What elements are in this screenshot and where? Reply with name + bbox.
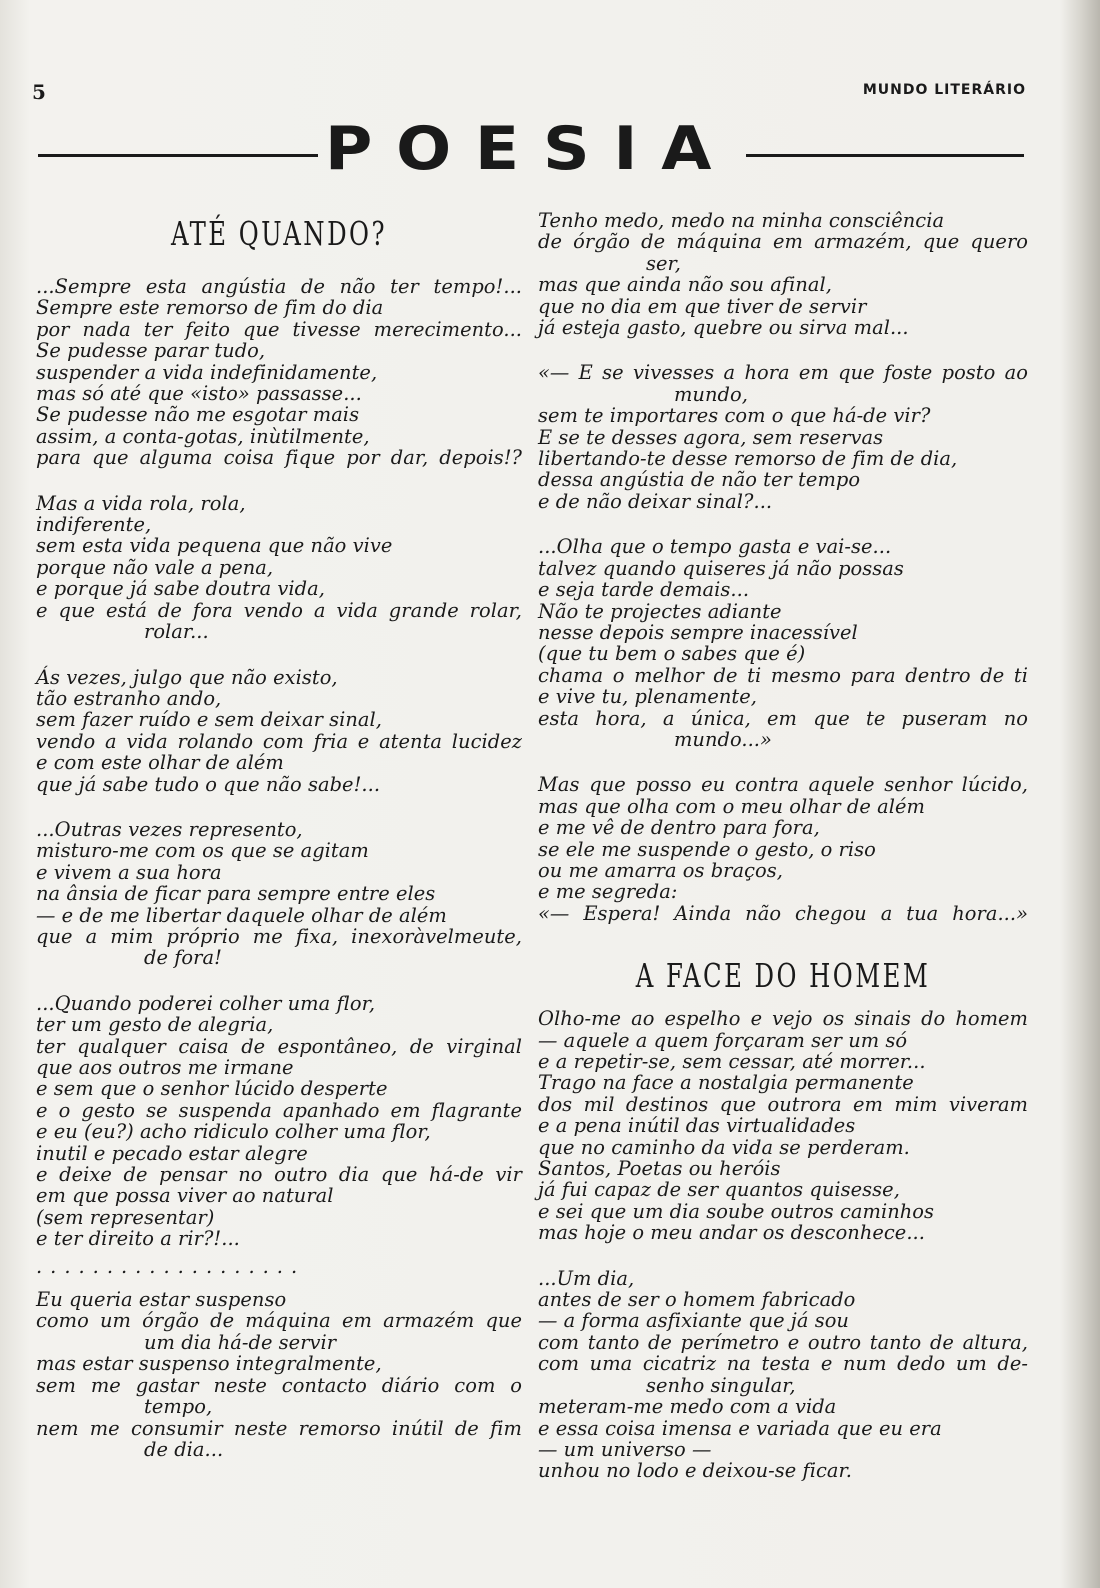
- verse-line: nesse depois sempre inacessível: [538, 620, 858, 644]
- verse-line: ...Quando poderei colher uma flor,: [36, 991, 376, 1015]
- verse-line: e vive tu, plenamente,: [538, 685, 758, 709]
- verse-line: misturo-me com os que se agitam: [36, 839, 369, 863]
- verse-line: de fora!: [144, 946, 222, 970]
- dotted-separator: ...................: [36, 1254, 306, 1278]
- verse-line: mundo,: [674, 382, 748, 406]
- verse-line: ...Outras vezes represento,: [36, 817, 303, 841]
- stanza: [36, 276, 522, 469]
- verse-line: Se pudesse não me esgotar mais: [36, 403, 360, 427]
- verse-line: e ter direito a rir?!...: [36, 1227, 240, 1251]
- verse-line: Não te projectes adiante: [538, 599, 782, 623]
- stanza: [538, 1268, 1028, 1482]
- verse-line: — a forma asfixiante que já sou: [538, 1309, 849, 1333]
- verse-line: e seja tarde demais...: [538, 578, 750, 602]
- verse-line: para que alguma coisa fique por dar, depois!?: [36, 446, 522, 470]
- section-title: POESIA: [324, 114, 736, 184]
- verse-line: que aos outros me irmane: [36, 1056, 294, 1079]
- verse-line: ...Um dia,: [538, 1266, 635, 1290]
- verse-line: — um universo —: [538, 1437, 712, 1461]
- verse-line: que no caminho da vida se perderam.: [538, 1135, 910, 1159]
- verse-line: ...Olha que o tempo gasta e vai-se...: [538, 535, 892, 559]
- verse-line: sem te importares com o que há-de vir?: [538, 404, 931, 428]
- verse-line: — e de me libertar daquele olhar de além: [36, 903, 447, 927]
- verse-line: porque não vale a pena,: [36, 555, 274, 579]
- verse-line: e vivem a sua hora: [36, 860, 222, 884]
- stanza: [538, 362, 1028, 512]
- stanza: [538, 1008, 1028, 1243]
- verse-line: Trago na face a nostalgia permanente: [538, 1071, 914, 1095]
- verse-line: ou me amarra os braços,: [538, 858, 783, 882]
- verse-line: esta hora, a única, em que te puseram no: [538, 706, 1028, 730]
- verse-line: Eu queria estar suspenso: [36, 1288, 287, 1312]
- verse-line: indiferente,: [36, 513, 152, 537]
- verse-line: e que está de fora vendo a vida grande rolar,: [36, 598, 522, 622]
- verse-line: Mas a vida rola, rola,: [36, 491, 246, 515]
- verse-line: Sempre este remorso de fim do dia: [36, 296, 384, 320]
- verse-line: ...Sempre esta angústia de não ter tempo!...: [36, 275, 522, 298]
- verse-line: unhou no lodo e deixou-se ficar.: [538, 1459, 852, 1483]
- verse-line: um dia há-de servir: [144, 1330, 337, 1354]
- stanza: [538, 536, 1028, 750]
- verse-line: e eu (eu?) acho ridiculo colher uma flor,: [36, 1120, 431, 1144]
- verse-line: Ás vezes, julgo que não existo,: [36, 665, 338, 689]
- verse-line: inutil e pecado estar alegre: [36, 1141, 308, 1165]
- verse-line: mas que ainda não sou afinal,: [538, 273, 832, 297]
- verse-line: Se pudesse parar tudo,: [36, 339, 266, 363]
- verse-line: com tanto de perímetro e outro tanto de altura,: [538, 1330, 1028, 1354]
- verse-line: tempo,: [144, 1395, 213, 1419]
- poem-title-a-face-do-homem: A FACE DO HOMEM: [635, 956, 931, 996]
- verse-line: mas que olha com o meu olhar de além: [538, 794, 925, 818]
- verse-line: rolar...: [144, 620, 209, 644]
- verse-line: libertando-te desse remorso de fim de dia,: [538, 447, 958, 471]
- stanza: [36, 667, 522, 795]
- verse-line: tão estranho ando,: [36, 686, 222, 710]
- verse-line: mas só até que «isto» passasse...: [36, 382, 362, 406]
- verse-line: que a mim próprio me fixa, inexoràvelmeute,: [36, 924, 522, 948]
- verse-line: mas estar suspenso integralmente,: [36, 1352, 382, 1376]
- stanza: [36, 493, 522, 643]
- verse-line: Olho-me ao espelho e vejo os sinais do homem: [538, 1007, 1028, 1031]
- verse-line: por nada ter feito que tivesse merecimento...: [36, 317, 522, 341]
- stanza: [538, 210, 1028, 338]
- verse-line: já esteja gasto, quebre ou sirva mal...: [538, 316, 909, 340]
- verse-line: assim, a conta-gotas, inùtilmente,: [36, 424, 370, 448]
- verse-line: e com este olhar de além: [36, 751, 284, 775]
- verse-line: suspender a vida indefinidamente,: [36, 360, 378, 384]
- verse-line: já fui capaz de ser quantos quisesse,: [538, 1178, 900, 1202]
- verse-line: Santos, Poetas ou heróis: [538, 1157, 781, 1181]
- verse-line: e o gesto se suspenda apanhado em flagrante: [36, 1098, 522, 1122]
- verse-line: se ele me suspende o gesto, o riso: [538, 837, 876, 861]
- verse-line: «— Espera! Ainda não chegou a tua hora...»: [538, 901, 1028, 925]
- stanza: [36, 993, 522, 1250]
- verse-line: mas hoje o meu andar os desconhece...: [538, 1221, 925, 1245]
- verse-line: nem me consumir neste remorso inútil de fim: [36, 1416, 522, 1440]
- verse-line: e deixe de pensar no outro dia que há-de vir: [36, 1163, 522, 1187]
- stanza: [538, 774, 1028, 924]
- masthead: MUNDO LITERÁRIO: [862, 82, 1026, 98]
- verse-line: (que tu bem o sabes que é): [538, 642, 806, 666]
- verse-line: ter um gesto de alegria,: [36, 1013, 274, 1037]
- verse-line: e sei que um dia soube outros caminhos: [538, 1199, 935, 1223]
- verse-line: e a repetir-se, sem cessar, até morrer...: [538, 1050, 926, 1073]
- verse-line: chama o melhor de ti mesmo para dentro de ti: [538, 663, 1028, 687]
- verse-line: e me vê de dentro para fora,: [538, 816, 820, 840]
- verse-line: na ânsia de ficar para sempre entre eles: [36, 882, 436, 906]
- stanza: [36, 819, 522, 969]
- left-column: [36, 210, 522, 1484]
- verse-line: ser,: [646, 251, 681, 275]
- verse-line: «— E se vivesses a hora em que foste posto ao: [538, 361, 1028, 385]
- verse-line: — aquele a quem forçaram ser um só: [538, 1028, 908, 1052]
- verse-line: meteram-me medo com a vida: [538, 1395, 837, 1419]
- verse-line: que no dia em que tiver de servir: [538, 294, 867, 318]
- verse-line: que já sabe tudo o que não sabe!...: [36, 772, 381, 796]
- verse-line: antes de ser o homem fabricado: [538, 1288, 856, 1312]
- verse-line: dessa angústia de não ter tempo: [538, 468, 861, 492]
- verse-line: e sem que o senhor lúcido desperte: [36, 1077, 388, 1101]
- verse-line: Tenho medo, medo na minha consciência: [538, 209, 945, 232]
- stanza: [36, 1289, 522, 1460]
- verse-line: vendo a vida rolando com fria e atenta lucidez: [36, 729, 522, 753]
- verse-line: em que possa viver ao natural: [36, 1184, 334, 1208]
- verse-line: de dia...: [144, 1437, 224, 1461]
- title-rule-right: [746, 154, 1024, 157]
- verse-line: talvez quando quiseres já não possas: [538, 556, 904, 580]
- verse-line: (sem representar): [36, 1205, 215, 1229]
- verse-line: ter qualquer caisa de espontâneo, de virginal: [36, 1034, 522, 1058]
- poem-title-ate-quando: ATÉ QUANDO?: [171, 214, 387, 253]
- verse-line: E se te desses agora, sem reservas: [538, 425, 884, 449]
- verse-line: Mas que posso eu contra aquele senhor lúcido,: [538, 773, 1028, 797]
- verse-line: e me segreda:: [538, 880, 678, 904]
- right-column: [538, 210, 1028, 1506]
- title-rule-left: [38, 154, 318, 157]
- verse-line: sem esta vida pequena que não vive: [36, 534, 393, 558]
- verse-line: e a pena inútil das virtualidades: [538, 1114, 856, 1138]
- verse-line: como um órgão de máquina em armazém que: [36, 1309, 522, 1333]
- verse-line: sem me gastar neste contacto diário com o: [36, 1373, 522, 1397]
- verse-line: dos mil destinos que outrora em mim viveram: [538, 1092, 1028, 1116]
- verse-line: de órgão de máquina em armazém, que quero: [538, 230, 1028, 254]
- page-number: 5: [32, 80, 46, 104]
- verse-line: sem fazer ruído e sem deixar sinal,: [36, 708, 382, 732]
- verse-line: e porque já sabe doutra vida,: [36, 577, 325, 601]
- verse-line: e de não deixar sinal?...: [538, 489, 773, 513]
- verse-line: e essa coisa imensa e variada que eu era: [538, 1416, 942, 1440]
- verse-line: com uma cicatriz na testa e num dedo um de-: [538, 1352, 1028, 1376]
- verse-line: senho singular,: [646, 1373, 796, 1397]
- verse-line: mundo...»: [674, 727, 772, 751]
